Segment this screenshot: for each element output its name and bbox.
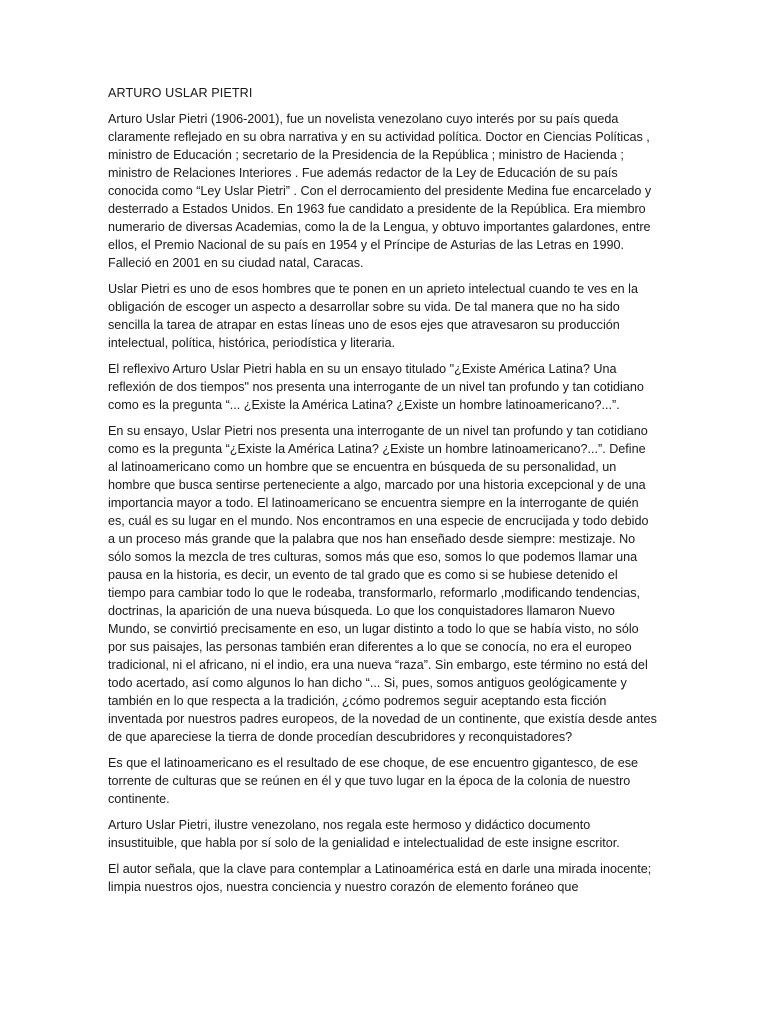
paragraph-intellectual-challenge: Uslar Pietri es uno de esos hombres que te ponen en un aprieto intelectual cuando te ves en la obligación de escoger un aspecto a desarrollar sobre su vida. De tal manera que no ha sido sencilla la tarea de atrapar en estas líneas uno de esos ejes que atravesaron su producción intelectual, política, histórica, periodística y literaria. [108,282,638,350]
paragraph-biography: Arturo Uslar Pietri (1906-2001), fue un novelista venezolano cuyo interés por su país queda claramente reflejado en su obra narrativa y en su actividad política. Doctor en Ciencias Políticas , ministro de Educación ; secretario de la Presidencia de la República ; ministro de Hacienda ; ministro de Relaciones Interiores . Fue además redactor de la Ley de Educación de su país conocida como “Ley Uslar Pietri” . Con el derrocamiento del presidente Medina fue encarcelado y desterrado a Estados Unidos. En 1963 fue candidato a presidente de la República. Era miembro numerario de diversas Academias, como la de la Lengua, y obtuvo importantes galardones, entre ellos, el Premio Nacional de su país en 1954 y el Príncipe de Asturias de las Letras en 1990. Falleció en 2001 en su ciudad natal, Caracas. [108,112,652,270]
paragraph-cultural-clash: Es que el latinoamericano es el resultado de ese choque, de ese encuentro gigantesco, de ese torrente de culturas que se reúnen en él y que tuvo lugar en la época de la colonia de nuestro continente. [108,756,638,806]
paragraph-innocent-gaze: El autor señala, que la clave para contemplar a Latinoamérica está en darle una mirada inocente; limpia nuestros ojos, nuestra conciencia y nuestro corazón de elemento foráneo que [108,862,652,894]
paragraph-essay-analysis: En su ensayo, Uslar Pietri nos presenta una interrogante de un nivel tan profundo y tan cotidiano como es la pregunta “¿Existe la América Latina? ¿Existe un hombre latinoamericano?...”. Define al latinoamericano como un hombre que se encuentra en búsqueda de su personalidad, un hombre que busca sentirse perteneciente a algo, marcado por una historia excepcional y de una importancia mayor a todo. El latinoamericano se encuentra siempre en la interrogante de quién es, cuál es su lugar en el mundo. Nos encontramos en una especie de encrucijada y todo debido a un proceso más grande que la palabra que nos han enseñado desde siempre: mestizaje. No sólo somos la mezcla de tres culturas, somos más que eso, somos lo que podemos llamar una pausa en la historia, es decir, un evento de tal grado que es como si se hubiese detenido el tiempo para cambiar todo lo que le rodeaba, transformarlo, reformarlo ,modificando tendencias, doctrinas, la aparición de una nueva búsqueda. Lo que los conquistadores llamaron Nuevo Mundo, se convirtió precisamente en eso, un lugar distinto a todo lo que se había visto, no sólo por sus paisajes, las personas también eran diferentes a lo que se conocía, no era el europeo tradicional, ni el africano, ni el indio, era una nueva “raza”. Sin embargo, este término no está del todo acertado, así como algunos lo han dicho “... Si, pues, somos antiguos geológicamente y también en lo que respecta a la tradición, ¿cómo podremos seguir aceptando esta ficción inventada por nuestros padres europeos, de la novedad de un continente, que existía desde antes de que apareciese la tierra de donde procedían descubridores y reconquistadores? [108,424,657,744]
document-page [108,84,658,904]
paragraph-tribute: Arturo Uslar Pietri, ilustre venezolano, nos regala este hermoso y didáctico documento insustituible, que habla por sí solo de la genialidad e intelectualidad de este insigne escritor. [108,818,620,850]
document-title: ARTURO USLAR PIETRI [108,86,253,100]
paragraph-essay-intro: El reflexivo Arturo Uslar Pietri habla en su un ensayo titulado "¿Existe América Latina? Una reflexión de dos tiempos" nos presenta una interrogante de un nivel tan profundo y tan cotidiano como es la pregunta “... ¿Existe la América Latina? ¿Existe un hombre latinoamericano?...”. [108,362,644,412]
